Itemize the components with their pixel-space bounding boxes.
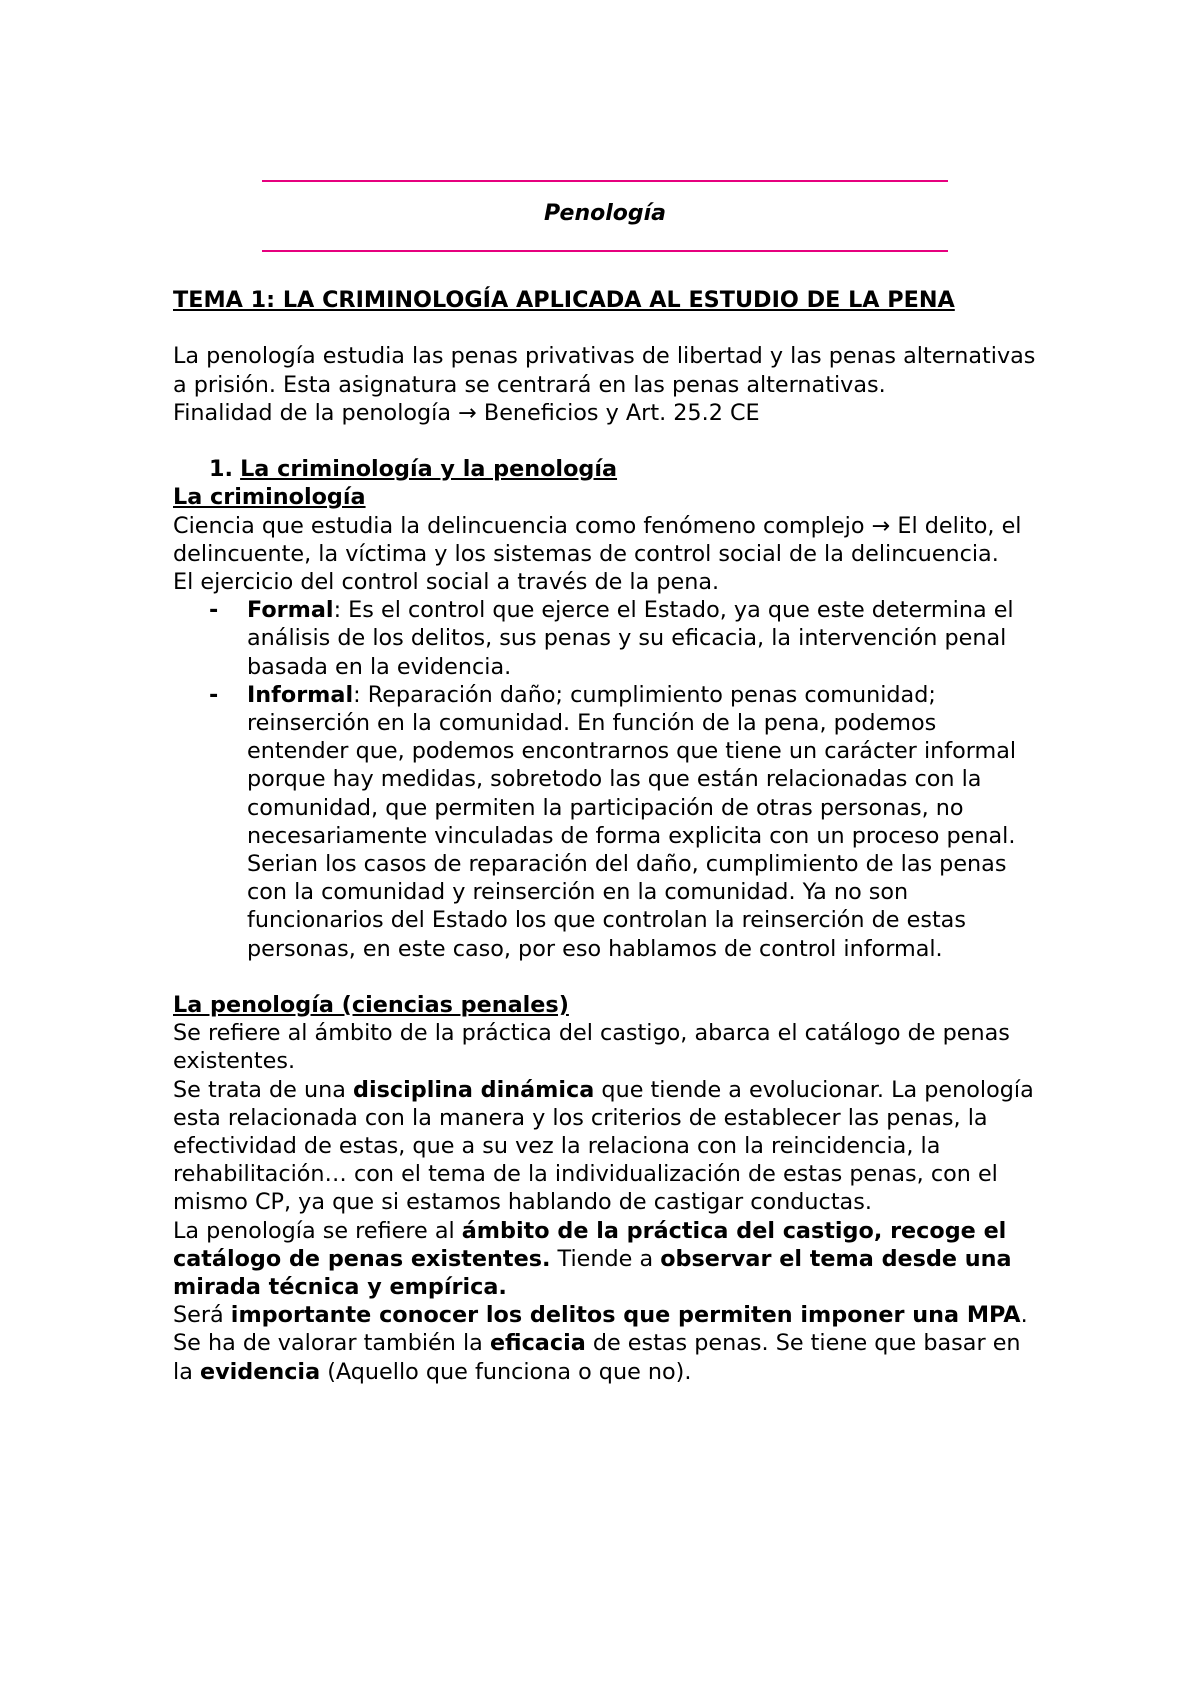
subsection-heading-criminologia: La criminología: [173, 484, 366, 511]
penologia-dinamica-paragraph: [173, 1076, 1043, 1217]
bold-run: evidencia: [199, 1358, 321, 1385]
text-run: La penología se refiere al: [173, 1217, 462, 1244]
intro-paragraph: La penología estudia las penas privativas de libertad y las penas alternativas a prisión. Esta asignatura se centrará en las penas alternativas.: [173, 343, 1036, 398]
title-bottom-rule: [262, 250, 948, 252]
penologia-importante-paragraph: [173, 1301, 1043, 1386]
text-run: Tiende a: [550, 1245, 661, 1272]
control-social-paragraph: El ejercicio del control social a través de la pena.: [173, 569, 720, 595]
bold-run: ámbito de la práctica del castigo, recoge el catálogo de penas existentes.: [173, 1217, 1007, 1272]
document-body: [173, 286, 1043, 1386]
bold-run: eficacia: [489, 1330, 586, 1357]
list-item-formal: [173, 596, 1043, 681]
list-item-text: : Es el control que ejerce el Estado, ya que este determina el análisis de los delitos, sus penas y su eficacia, la intervención penal basada en la evidencia.: [247, 597, 1014, 680]
bold-run: importante conocer los delitos que permiten imponer una MPA: [230, 1302, 1021, 1329]
list-item-term: Formal: [247, 597, 334, 624]
arrow-icon: →: [871, 512, 891, 539]
dash-bullet: -: [209, 681, 219, 708]
criminologia-definition: [173, 512, 1043, 568]
text-run: Se trata de una: [173, 1076, 353, 1103]
arrow-icon: →: [458, 399, 477, 426]
text-run: que tiende a evolucionar. La penología esta relacionada con la manera y los criterios de establecer las penas, la efectividad de estas, que a su vez la relaciona con la reincidencia, la rehabilitación… con el tema de la individualización de estas penas, con el mismo CP, ya que si estamos hablando de castigar conductas.: [173, 1076, 1034, 1216]
intro-finalidad-start: Finalidad de la penología: [173, 399, 452, 426]
topic-heading: TEMA 1: LA CRIMINOLOGÍA APLICADA AL ESTUDIO DE LA PENA: [173, 287, 955, 313]
section-number: 1.: [209, 456, 233, 483]
criminologia-definition-start: Ciencia que estudia la delincuencia como fenómeno complejo: [173, 512, 865, 539]
list-item-informal: [173, 681, 1043, 963]
subsection-heading-penologia: La penología (ciencias penales): [173, 992, 569, 1019]
criminologia-definition-end: El delito, el delincuente, la víctima y los sistemas de control social de la delincuencia.: [173, 512, 1022, 567]
list-item-term: Informal: [247, 681, 354, 708]
title-top-rule: [262, 180, 948, 182]
section-title: La criminología y la penología: [240, 456, 618, 483]
list-item-text: : Reparación daño; cumplimiento penas comunidad; reinserción en la comunidad. En función de la pena, podemos entender que, podemos encontrarnos que tiene un carácter informal porque hay medidas, sobretodo las que están relacionadas con la comunidad, que permiten la participación de otras personas, no necesariamente vinculadas de forma explicita con un proceso penal. Serian los casos de reparación del daño, cumplimiento de las penas con la comunidad y reinserción en la comunidad. Ya no son funcionarios del Estado los que controlan la reinserción de estas personas, en este caso, por eso hablamos de control informal.: [247, 681, 1017, 962]
section-heading: [173, 455, 1043, 483]
penologia-ambito-paragraph: [173, 1217, 1043, 1302]
document-title: Penología: [543, 201, 667, 226]
penologia-definition: Se refiere al ámbito de la práctica del castigo, abarca el catálogo de penas existentes.: [173, 1020, 1010, 1075]
intro-finalidad: [173, 399, 1043, 427]
text-run: (Aquello que funciona o que no).: [320, 1358, 692, 1385]
bold-run: observar el tema desde una mirada técnica y empírica.: [173, 1245, 1012, 1301]
bold-run: disciplina dinámica: [353, 1076, 595, 1103]
dash-bullet: -: [209, 597, 219, 624]
text-run: de estas penas. Se tiene que basar en la: [173, 1330, 1021, 1385]
intro-finalidad-end: Beneficios y Art. 25.2 CE: [476, 399, 760, 426]
text-run: . Se ha de valorar también la: [173, 1302, 1028, 1357]
text-run: Será: [173, 1302, 231, 1329]
